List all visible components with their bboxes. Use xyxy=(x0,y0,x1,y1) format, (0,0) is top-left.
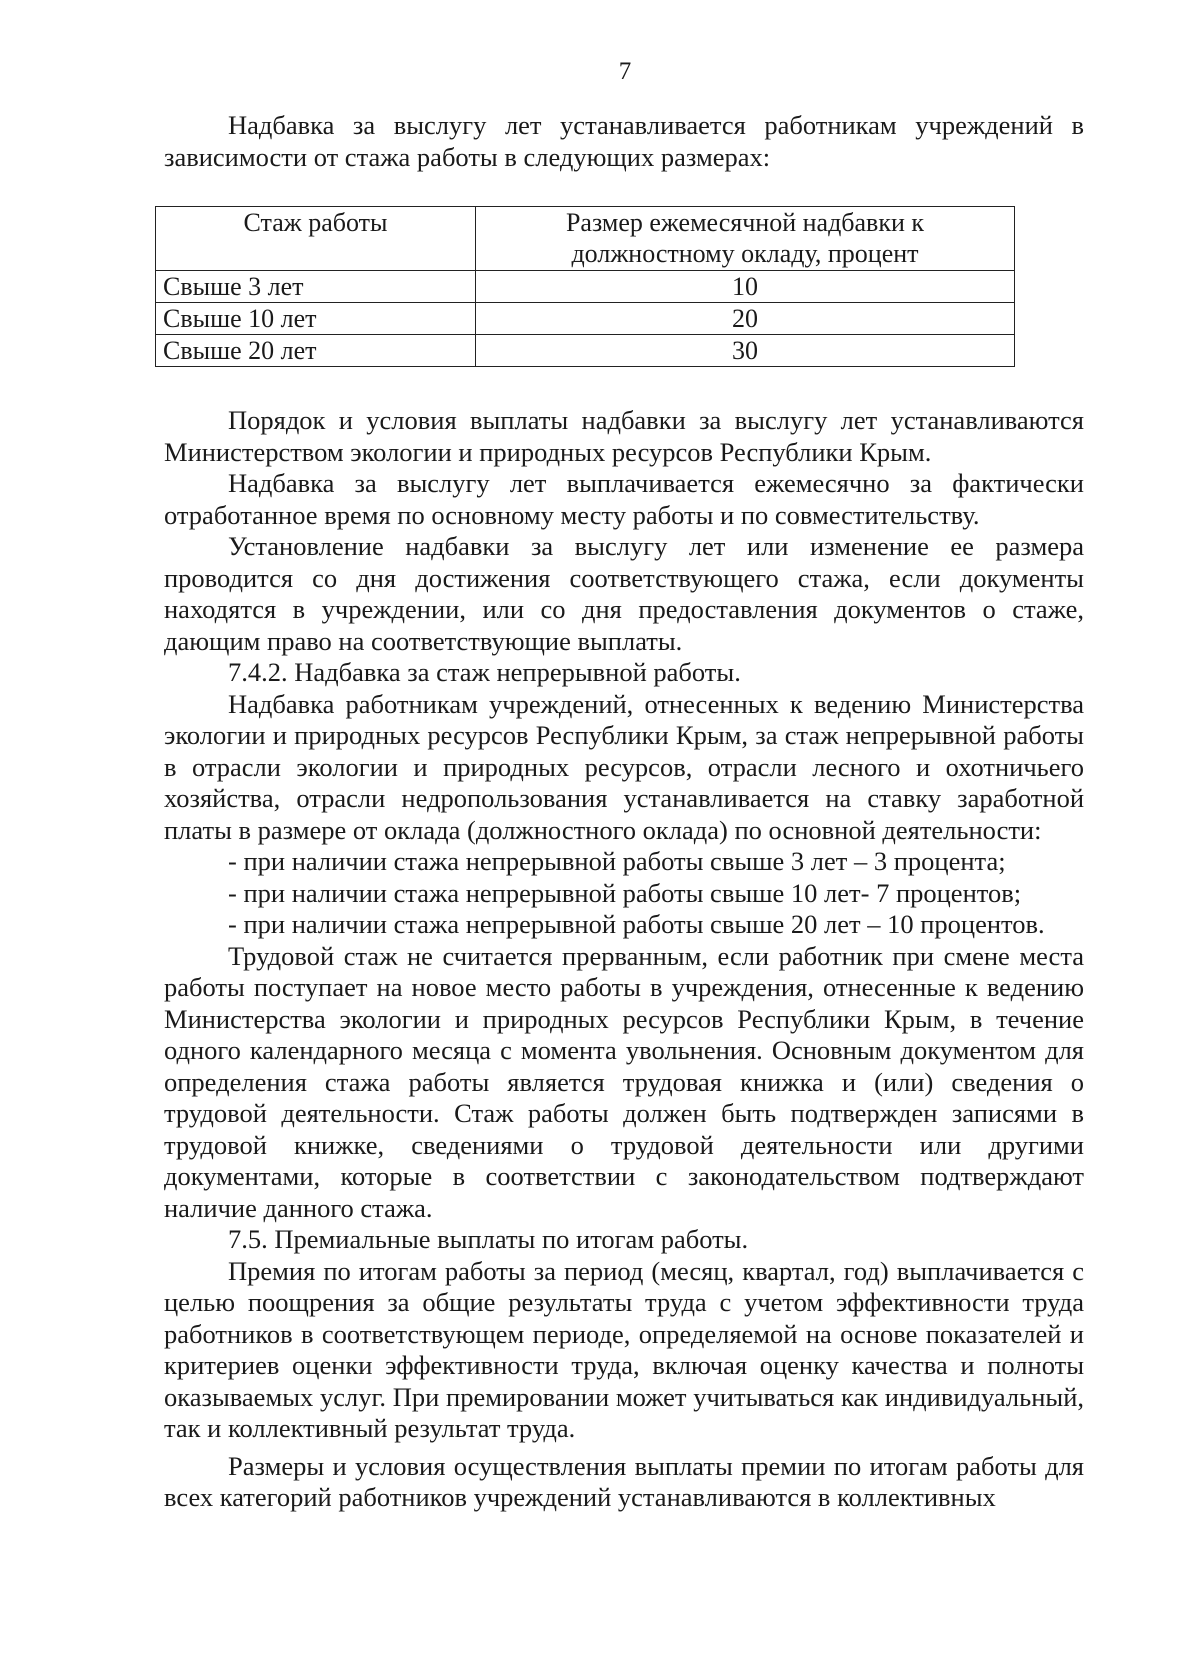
table-header-experience: Стаж работы xyxy=(156,207,476,271)
paragraph-bonus: Премия по итогам работы за период (месяц, квартал, год) выплачивается с целью поощрения за общие результаты труда с учетом эффективности труда работников в соответствующем периоде, определяемой на основе показателей и критериев оценки эффективности труда, включая оценку качества и полноты оказываемых услуг. При премировании может учитываться как индивидуальный, так и коллективный результат труда. xyxy=(164,1255,1084,1443)
section-heading-7-4-2: 7.4.2. Надбавка за стаж непрерывной работы. xyxy=(228,657,741,687)
table-cell-label: Свыше 20 лет xyxy=(156,335,476,367)
table-row xyxy=(156,303,1015,335)
table-row xyxy=(156,335,1015,367)
list-item: - при наличии стажа непрерывной работы свыше 10 лет- 7 процентов; xyxy=(228,877,1022,908)
table-cell-label: Свыше 3 лет xyxy=(156,271,476,303)
table-cell-label: Свыше 10 лет xyxy=(156,303,476,335)
table-header-row xyxy=(156,207,1015,271)
table-row xyxy=(156,271,1015,303)
list-item: - при наличии стажа непрерывной работы свыше 3 лет – 3 процента; xyxy=(228,846,1006,876)
seniority-table-wrapper xyxy=(155,206,1084,367)
table-cell-value: 30 xyxy=(476,335,1015,367)
page-number: 7 xyxy=(618,58,632,85)
paragraph-monthly-payment: Надбавка за выслугу лет выплачивается ежемесячно за фактически отработанное время по основному месту работы и по совместительству. xyxy=(164,468,1084,530)
seniority-table xyxy=(155,206,1015,367)
paragraph-establishment: Установление надбавки за выслугу лет или изменение ее размера проводится со дня достижения соответствующего стажа, если документы находятся в учреждении, или со дня предоставления документов о стаже, дающим право на соответствующие выплаты. xyxy=(164,531,1084,656)
table-cell-value: 10 xyxy=(476,271,1015,303)
list-item: - при наличии стажа непрерывной работы свыше 20 лет – 10 процентов. xyxy=(228,909,1045,939)
paragraph-bonus-conditions: Размеры и условия осуществления выплаты премии по итогам работы для всех категорий работников учреждений устанавливаются в коллективных xyxy=(164,1450,1084,1512)
paragraph-work-record: Трудовой стаж не считается прерванным, если работник при смене места работы поступает на новое место работы в учреждения, отнесенные к ведению Министерства экологии и природных ресурсов Республики Крым, в течение одного календарного месяца с момента увольнения. Основным документом для определения стажа работы является трудовая книжка и (или) сведения о трудовой деятельности. Стаж работы должен быть подтвержден записями в трудовой книжке, сведениями о трудовой деятельности или другими документами, которые в соответствии с законодательством подтверждают наличие данного стажа. xyxy=(164,940,1084,1223)
paragraph-continuous-service: Надбавка работникам учреждений, отнесенных к ведению Министерства экологии и природных ресурсов Республики Крым, за стаж непрерывной работы в отрасли экологии и природных ресурсов, отрасли лесного и охотничьего хозяйства, отрасли недропользования устанавливается на ставку заработной платы в размере от оклада (должностного оклада) по основной деятельности: xyxy=(164,688,1084,845)
section-heading-7-5: 7.5. Премиальные выплаты по итогам работы. xyxy=(228,1224,749,1254)
intro-paragraph: Надбавка за выслугу лет устанавливается работникам учреждений в зависимости от стажа работы в следующих размерах: xyxy=(164,110,1084,172)
table-header-allowance: Размер ежемесячной надбавки к должностному окладу, процент xyxy=(476,207,1015,271)
table-cell-value: 20 xyxy=(476,303,1015,335)
paragraph-procedure: Порядок и условия выплаты надбавки за выслугу лет устанавливаются Министерством экологии и природных ресурсов Республики Крым. xyxy=(164,405,1084,467)
document-body xyxy=(164,110,1084,1514)
